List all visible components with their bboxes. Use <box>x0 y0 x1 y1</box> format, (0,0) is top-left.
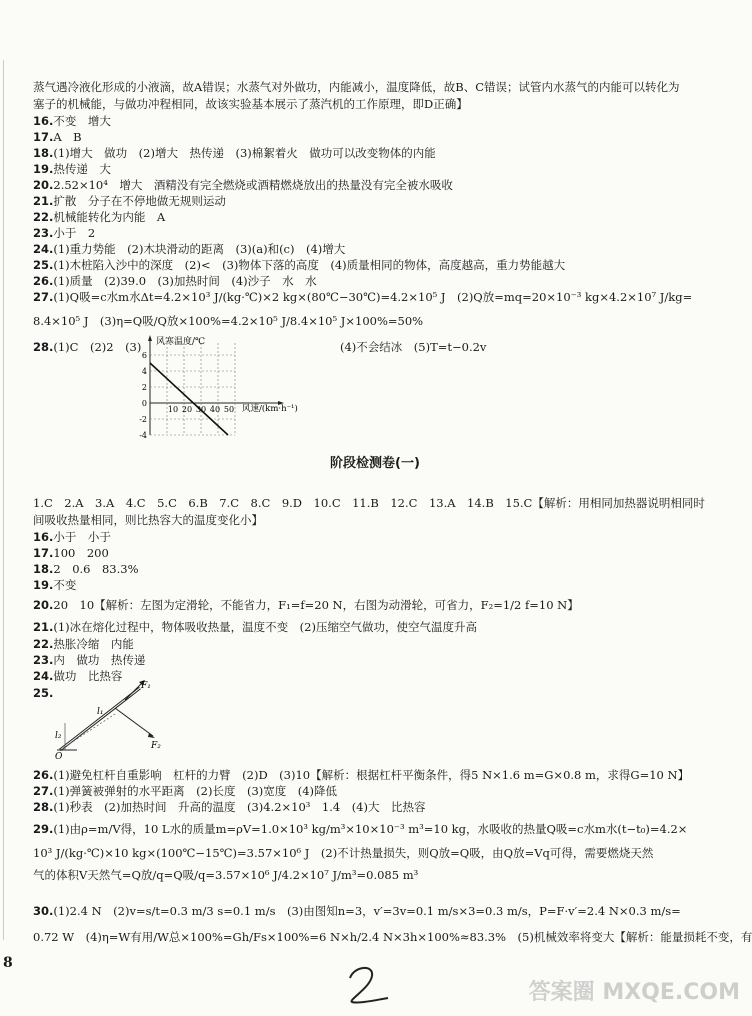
answer-text: (1)避免杠杆自重影响 杠杆的力臂 (2)D (3)10【解析：根据杠杆平衡条件，得5 N×1.6 m=G×0.8 m，求得G=10 N】 <box>53 768 690 782</box>
answer-text: 不变 <box>53 578 77 592</box>
answer-line <box>33 513 263 528</box>
answer-line <box>33 290 692 305</box>
q28-rest: (4)不会结冰 (5)T=t−0.2v <box>340 340 487 354</box>
section-title: 阶段检测卷(一) <box>330 456 420 471</box>
answer-text: 扩散 分子在不停地做无规则运动 <box>53 194 226 208</box>
answer-text: 8.4×10⁵ J (3)η=Q吸/Q放×100%=4.2×10⁵ J/8.4×10⁵ J×100%=50% <box>33 314 424 328</box>
answer-line <box>33 226 95 241</box>
answer-line <box>33 258 565 273</box>
question-number: 21. <box>33 194 54 208</box>
o-label: O <box>55 752 63 762</box>
question-number: 26. <box>33 274 54 288</box>
answer-text: 20 10【解析：左图为定滑轮，不能省力，F₁=f=20 N，右图为动滑轮，可省力，F₂=1/2 f=10 N】 <box>53 598 579 612</box>
ytick: 2 <box>141 383 147 392</box>
answer-line <box>33 578 76 593</box>
answer-line <box>33 162 111 177</box>
answer-line <box>33 562 139 577</box>
answer-line <box>33 546 109 561</box>
question-number: 26. <box>33 768 54 782</box>
question-number: 17. <box>33 130 54 144</box>
answer-text: 0.72 W (4)η=W有用/W总×100%=Gh/Fs×100%=6 N×h/2.4 N×3h×100%≈83.3% (5)机械效率将变大【解析：能量损耗不变，有 <box>33 930 752 944</box>
answer-line <box>33 846 653 861</box>
f2-label: F₂ <box>151 741 161 751</box>
graph-xlabel: 风速/(km·h⁻¹) <box>242 404 298 414</box>
wind-chill-graph <box>140 335 330 443</box>
xtick: 40 <box>209 405 221 414</box>
question-number: 22. <box>33 210 54 224</box>
answer-text: 气的体积V天然气=Q放/q=Q吸/q=3.57×10⁶ J/4.2×10⁷ J/m³=0.085 m³ <box>33 868 419 882</box>
question-number: 25. <box>33 258 54 272</box>
lever-diagram <box>55 678 165 760</box>
answer-text: 小于 小于 <box>53 530 111 544</box>
question-number: 20. <box>33 598 54 612</box>
question-number: 21. <box>33 620 54 634</box>
answer-line <box>33 146 436 161</box>
answer-line <box>33 768 689 783</box>
answer-line <box>33 340 141 355</box>
question-number: 20. <box>33 178 54 192</box>
answer-text: (1)木桩陷入沙中的深度 (2)< (3)物体下落的高度 (4)质量相同的物体，高度越高，重力势能越大 <box>53 258 566 272</box>
question-number: 30. <box>33 904 54 918</box>
answer-line <box>33 620 477 635</box>
answer-line <box>33 97 468 112</box>
l2-label: l₂ <box>55 731 62 741</box>
question-number: 18. <box>33 146 54 160</box>
graph-line <box>150 363 228 435</box>
answer-text: 2 0.6 83.3% <box>53 562 139 576</box>
answer-line <box>33 930 752 945</box>
answer-line <box>33 114 111 129</box>
answer-text: 内 做功 热传递 <box>53 653 146 667</box>
answer-text: 2.52×10⁴ 增大 酒精没有完全燃烧或酒精燃烧放出的热量没有完全被水吸收 <box>53 178 453 192</box>
l1-label: l₁ <box>97 707 104 717</box>
answer-text: (1)2.4 N (2)v=s/t=0.3 m/3 s=0.1 m/s (3)由图知n=3，v′=3v=0.1 m/s×3=0.3 m/s，P=F·v′=2.4 N×0.3 m/s= <box>53 904 681 918</box>
answer-text: 10³ J/(kg·℃)×10 kg×(100℃−15℃)=3.57×10⁶ J (2)不计热量损失，则Q放=Q吸，由Q放=Vq可得，需要燃烧天然 <box>33 846 654 860</box>
ytick: 6 <box>141 351 147 360</box>
question-number: 24. <box>33 242 54 256</box>
question-number: 23. <box>33 653 54 667</box>
question-number: 28. <box>33 800 54 814</box>
answer-text: (1)重力势能 (2)木块滑动的距离 (3)(a)和(c) (4)增大 <box>53 242 346 256</box>
handwritten-mark <box>340 960 400 1010</box>
answer-text: 蒸气遇冷液化形成的小液滴，故A错误；水蒸气对外做功，内能减小，温度降低，故B、C错误；试管内水蒸气的内能可以转化为 <box>33 80 680 94</box>
question-number: 24. <box>33 669 54 683</box>
question-number: 19. <box>33 578 54 592</box>
question-number: 23. <box>33 226 54 240</box>
xtick: 20 <box>181 405 193 414</box>
answer-line <box>33 686 53 701</box>
answer-text: 间吸收热量相同，则比热容大的温度变化小】 <box>33 513 263 527</box>
answer-line <box>33 784 337 799</box>
answer-line <box>33 242 345 257</box>
answer-text: 不变 增大 <box>53 114 111 128</box>
question-number: 19. <box>33 162 54 176</box>
graph-ylabel: 风寒温度/℃ <box>156 337 206 347</box>
xtick: 10 <box>167 405 179 414</box>
binding-rule <box>3 60 4 940</box>
question-number: 16. <box>33 530 54 544</box>
ytick: -4 <box>139 431 147 440</box>
answer-line <box>33 496 705 511</box>
ytick: -2 <box>139 415 147 424</box>
answer-text: A B <box>53 130 82 144</box>
question-number: 17. <box>33 546 54 560</box>
question-number: 25. <box>33 686 54 700</box>
ytick: 4 <box>141 367 147 376</box>
answer-line <box>33 194 226 209</box>
answer-line <box>33 130 82 145</box>
xtick: 50 <box>223 405 235 414</box>
answer-line <box>33 904 681 919</box>
answer-text: 热传递 大 <box>53 162 111 176</box>
answer-text: (1)弹簧被弹射的水平距离 (2)长度 (3)宽度 (4)降低 <box>53 784 338 798</box>
answer-text: (1)秒表 (2)加热时间 升高的温度 (3)4.2×10³ 1.4 (4)大 比热容 <box>53 800 426 814</box>
question-number: 27. <box>33 290 54 304</box>
answer-text: 1.C 2.A 3.A 4.C 5.C 6.B 7.C 8.C 9.D 10.C 11.B 12.C 13.A 14.B 15.C【解析：用相同加热器说明相同时 <box>33 496 705 510</box>
question-number: 28. <box>33 340 54 354</box>
answer-line <box>33 868 418 883</box>
answer-line <box>33 800 426 815</box>
watermark: 答案圈 MXQE.COM <box>528 980 740 1005</box>
xtick: 30 <box>195 405 207 414</box>
answer-line <box>33 637 134 652</box>
answer-text: 热胀冷缩 内能 <box>53 637 134 651</box>
answer-text: 100 200 <box>53 546 109 560</box>
answer-text: 机械能转化为内能 A <box>53 210 166 224</box>
answer-line <box>33 314 423 329</box>
answer-line <box>33 598 579 613</box>
question-number: 27. <box>33 784 54 798</box>
answer-line <box>33 653 145 668</box>
answer-text: (1)质量 (2)39.0 (3)加热时间 (4)沙子 水 水 <box>53 274 317 288</box>
page-number: 8 <box>3 955 13 971</box>
answer-line <box>33 274 317 289</box>
answer-text: 塞子的机械能，与做功冲程相同，故该实验基本展示了蒸汽机的工作原理，即D正确】 <box>33 97 468 111</box>
f1-label: F₁ <box>141 681 151 691</box>
question-number: 18. <box>33 562 54 576</box>
answer-line <box>33 80 680 95</box>
answer-text: 小于 2 <box>53 226 96 240</box>
answer-text: (1)Q吸=c水m水Δt=4.2×10³ J/(kg·℃)×2 kg×(80℃−30℃)=4.2×10⁵ J (2)Q放=mq=20×10⁻³ kg×4.2×10⁷ J/kg= <box>53 290 693 304</box>
answer-line <box>33 210 165 225</box>
answer-text: (1)冰在熔化过程中，物体吸收热量，温度不变 (2)压缩空气做功，使空气温度升高 <box>53 620 477 634</box>
answer-text: (1)由ρ=m/V得，10 L水的质量m=ρV=1.0×10³ kg/m³×10×10⁻³ m³=10 kg，水吸收的热量Q吸=c水m水(t−t₀)=4.2× <box>53 822 688 836</box>
answer-text: (1)C (2)2 (3) <box>53 340 142 354</box>
question-number: 22. <box>33 637 54 651</box>
answer-line <box>33 822 687 837</box>
question-number: 16. <box>33 114 54 128</box>
question-number: 29. <box>33 822 54 836</box>
answer-line <box>33 530 111 545</box>
answer-text: 做功 比热容 <box>53 669 123 683</box>
answer-line <box>33 178 453 193</box>
answer-text: (1)增大 做功 (2)增大 热传递 (3)棉絮着火 做功可以改变物体的内能 <box>53 146 436 160</box>
ytick: 0 <box>141 399 147 408</box>
